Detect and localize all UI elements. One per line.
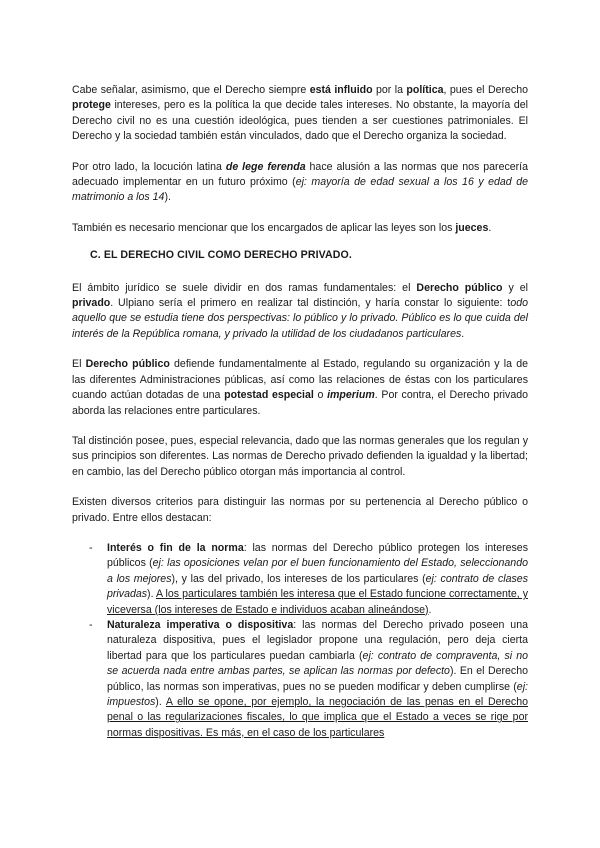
paragraph-jueces: También es necesario mencionar que los encargados de aplicar las leyes son los jueces. — [72, 221, 492, 234]
paragraph-politica: Cabe señalar, asimismo, que el Derecho siempre está influido por la política, pues el Derecho protege intereses, pero es la política la que decide tales intereses. No obstante, la mayoría del Derecho civil no es una cuestión ideológica, pues tienden a ser cuestiones patrimoniales. El Derecho y la sociedad también están vinculados, dado que el Derecho organiza la sociedad. — [72, 84, 528, 143]
list-item-naturaleza: - Naturaleza imperativa o dispositiva: las normas del Derecho privado poseen una naturaleza dispositiva, pues el legislador propone una regulación, pero deja cierta libertad para que los particulares puedan cambiarla (ej: contrato de compraventa, si no se acuerda nada entre ambas partes, se aplican las normas por defecto). En el Derecho público, las normas son imperativas, pues no se pueden modificar y deben cumplirse (ej: impuestos). A ello se opone, por ejemplo, la negociación de las penas en el Derecho penal o las regularizaciones fiscales, lo que implica que el Estado a veces se rige por normas dispositivas. Es más, en el caso de los particulares — [89, 618, 529, 739]
criteria-list — [72, 541, 528, 741]
paragraph-criterios: Existen diversos criterios para distinguir las normas por su pertenencia al Derecho público o privado. Entre ellos destacan: — [72, 496, 528, 524]
paragraph-ulpiano: El ámbito jurídico se suele dividir en dos ramas fundamentales: el Derecho público y el privado. Ulpiano sería el primero en realizar tal distinción, y haría constar lo siguiente: todo aquello que se estudia tiene dos perspectivas: lo público y lo privado. Público es lo que cuida del interés de la República romana, y privado la utilidad de los ciudadanos particulares. — [72, 281, 528, 340]
document-page — [72, 83, 528, 741]
paragraph-distincion: Tal distinción posee, pues, especial relevancia, dado que las normas generales que los regulan y sus principios son diferentes. Las normas de Derecho privado defienden la igualdad y la libertad; en cambio, las del Derecho público otorgan más importancia al control. — [72, 434, 528, 478]
paragraph-de-lege-ferenda: Por otro lado, la locución latina de lege ferenda hace alusión a las normas que nos parecería adecuado implementar en un futuro próximo (ej: mayoría de edad sexual a los 16 y edad de matrimonio a los 14). — [72, 160, 529, 204]
paragraph-derecho-publico: El Derecho público defiende fundamentalmente al Estado, regulando su organización y la de las diferentes Administraciones públicas, así como las relaciones de éstas con los particulares cuando actúan dotadas de una potestad especial o imperium. Por contra, el Derecho privado aborda las relaciones entre particulares. — [72, 358, 529, 417]
section-heading: C. EL DERECHO CIVIL COMO DERECHO PRIVADO. — [90, 249, 352, 262]
list-item-interes: - Interés o fin de la norma: las normas del Derecho público protegen los intereses públicos (ej: las oposiciones velan por el buen funcionamiento del Estado, seleccionando a los mejores), y las del privado, los intereses de los particulares (ej: contrato de clases privadas). A los particulares también les interesa que el Estado funcione correctamente, y viceversa (los intereses de Estado e individuos acaban alineándose). — [89, 541, 528, 616]
